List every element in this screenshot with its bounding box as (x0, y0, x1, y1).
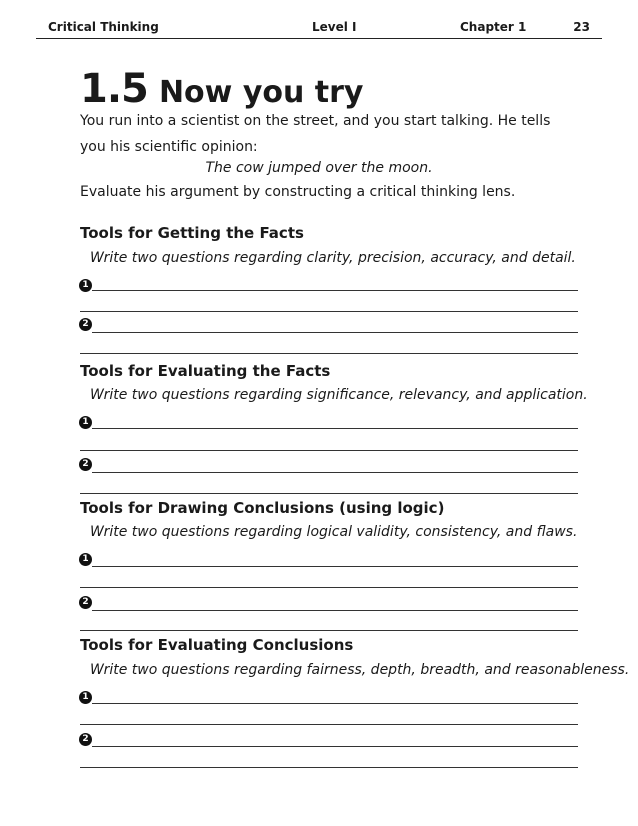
section-number: 1.5 (80, 66, 148, 112)
marker-one: 1 (79, 553, 92, 566)
answer-line[interactable] (92, 746, 578, 747)
level-label: Level I (312, 20, 357, 34)
answer-line[interactable] (92, 472, 578, 473)
section-title: Now you try (158, 75, 364, 110)
section-heading-evaluating-conclusions: Tools for Evaluating Conclusions (80, 636, 354, 654)
scientist-quote: The cow jumped over the moon. (205, 160, 433, 176)
intro-line-2: you his scientific opinion: (80, 139, 258, 155)
marker-two: 2 (79, 733, 92, 746)
book-title: Critical Thinking (48, 20, 159, 34)
marker-two: 2 (79, 596, 92, 609)
marker-two: 2 (79, 318, 92, 331)
answer-line[interactable] (92, 610, 578, 611)
section-heading-drawing-conclusions: Tools for Drawing Conclusions (using logic) (80, 499, 445, 517)
answer-line[interactable] (92, 566, 578, 567)
section-instruction-evaluating-conclusions: Write two questions regarding fairness, depth, breadth, and reasonableness. (90, 662, 630, 678)
answer-line[interactable] (80, 724, 578, 725)
marker-one: 1 (79, 279, 92, 292)
page-header (36, 18, 602, 39)
answer-line[interactable] (80, 353, 578, 354)
answer-line[interactable] (92, 332, 578, 333)
answer-line[interactable] (92, 290, 578, 291)
section-instruction-drawing-conclusions: Write two questions regarding logical validity, consistency, and flaws. (90, 524, 578, 540)
answer-line[interactable] (80, 311, 578, 312)
answer-line[interactable] (80, 493, 578, 494)
answer-line[interactable] (80, 630, 578, 631)
chapter-label: Chapter 1 (460, 20, 527, 34)
intro-line-1: You run into a scientist on the street, and you start talking. He tells (80, 113, 551, 129)
section-instruction-getting-facts: Write two questions regarding clarity, precision, accuracy, and detail. (90, 250, 576, 266)
marker-one: 1 (79, 416, 92, 429)
page-title (80, 66, 364, 112)
answer-line[interactable] (92, 428, 578, 429)
answer-line[interactable] (80, 767, 578, 768)
marker-one: 1 (79, 691, 92, 704)
answer-line[interactable] (92, 703, 578, 704)
page-number: 23 (573, 20, 590, 34)
answer-line[interactable] (80, 450, 578, 451)
task-instruction: Evaluate his argument by constructing a critical thinking lens. (80, 184, 516, 200)
marker-two: 2 (79, 458, 92, 471)
answer-line[interactable] (80, 587, 578, 588)
section-instruction-evaluating-facts: Write two questions regarding significance, relevancy, and application. (90, 387, 588, 403)
section-heading-evaluating-facts: Tools for Evaluating the Facts (80, 362, 331, 380)
section-heading-getting-facts: Tools for Getting the Facts (80, 224, 304, 242)
